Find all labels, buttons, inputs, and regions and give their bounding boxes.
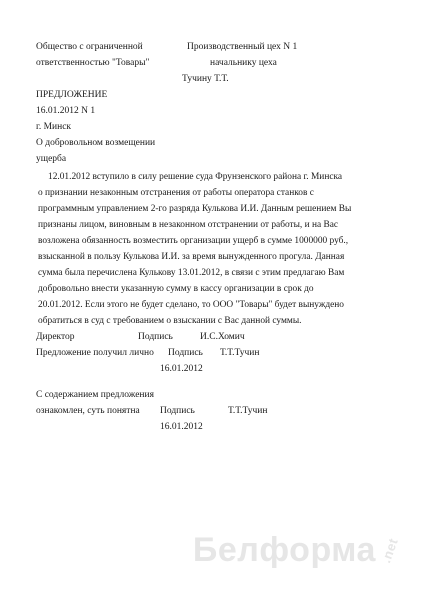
body-line: 12.01.2012 вступило в силу решение суда Фрунзенского района г. Минска xyxy=(48,172,343,182)
director-label: Директор xyxy=(36,332,75,342)
watermark-text: Белформа xyxy=(192,531,376,569)
document-title: ПРЕДЛОЖЕНИЕ xyxy=(36,90,108,100)
body-line: программным управлением 2-го разряда Кулькова И.И. Данным решением Вы xyxy=(38,204,352,214)
acknowledged-date: 16.01.2012 xyxy=(160,422,203,432)
body-line: о признании незаконным отстранения от работы оператора станков с xyxy=(38,188,314,198)
director-name: И.С.Хомич xyxy=(200,332,245,342)
body-line: обратиться в суд с требованием о взыскании с Вас данной суммы. xyxy=(38,316,302,326)
org-name-line1: Общество с ограниченной xyxy=(36,42,143,52)
received-date: 16.01.2012 xyxy=(160,364,203,374)
body-line: возложена обязанность возместить организации ущерб в сумме 1000000 руб., xyxy=(38,236,349,246)
recipient-role: начальнику цеха xyxy=(210,58,277,68)
document-subject-line1: О добровольном возмещении xyxy=(36,138,156,148)
document-subject-line2: ущерба xyxy=(36,154,67,164)
body-line: взысканной в пользу Кулькова И.И. за время вынужденного прогула. Данная xyxy=(38,252,345,262)
body-line: 20.01.2012. Если этого не будет сделано, то ООО "Товары" будет вынуждено xyxy=(38,300,344,310)
org-name-line2: ответственностью "Товары" xyxy=(36,58,150,68)
recipient-name: Тучину Т.Т. xyxy=(182,74,229,84)
acknowledged-label-line1: С содержанием предложения xyxy=(36,390,154,400)
body-line: добровольно внести указанную сумму в кассу организации в срок до xyxy=(38,284,314,294)
received-name: Т.Т.Тучин xyxy=(220,348,260,358)
acknowledged-label-line2: ознакомлен, суть понятна xyxy=(36,406,140,416)
director-signature: Подпись xyxy=(138,332,173,342)
department-name: Производственный цех N 1 xyxy=(187,42,298,52)
belforma-watermark xyxy=(193,531,402,570)
document-date-number: 16.01.2012 N 1 xyxy=(36,106,96,116)
watermark-tld: .net xyxy=(378,536,401,565)
body-line: признаны лицом, виновным в незаконном отстранении от работы, и на Вас xyxy=(38,220,339,230)
document-city: г. Минск xyxy=(36,122,72,132)
acknowledged-name: Т.Т.Тучин xyxy=(228,406,268,416)
received-label: Предложение получил лично xyxy=(36,348,154,358)
acknowledged-signature: Подпись xyxy=(160,406,195,416)
body-line: сумма была перечислена Кулькову 13.01.2012, в связи с этим предлагаю Вам xyxy=(38,268,345,278)
received-signature: Подпись xyxy=(168,348,203,358)
